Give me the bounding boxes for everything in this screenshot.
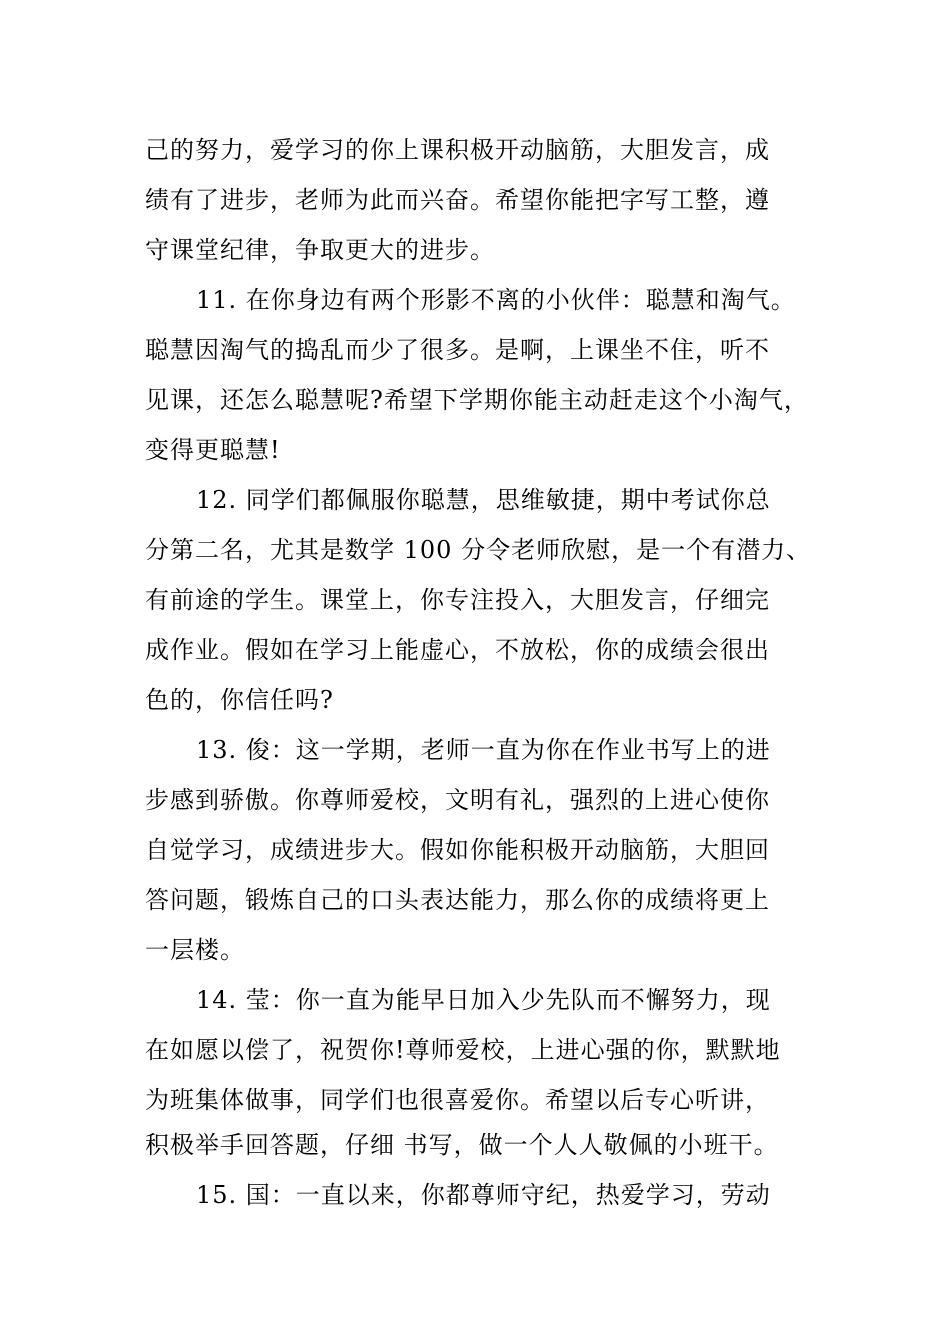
text-line: 绩有了进步，老师为此而兴奋。希望你能把字写工整，遵	[145, 186, 770, 214]
text-line: 在如愿以偿了，祝贺你!尊师爱校，上进心强的你，默默地	[145, 1036, 781, 1064]
paragraph-11-start: 11. 在你身边有两个形影不离的小伙伴：聪慧和淘气。	[196, 286, 796, 314]
text-line: 聪慧因淘气的捣乱而少了很多。是啊，上课坐不住，听不	[145, 336, 770, 364]
text-line: 分第二名，尤其是数学 100 分令老师欣慰，是一个有潜力、	[145, 536, 812, 564]
text-line: 色的，你信任吗?	[145, 686, 334, 714]
text-line: 为班集体做事，同学们也很喜爱你。希望以后专心听讲，	[145, 1086, 770, 1114]
text-line: 积极举手回答题，仔细 书写，做一个人人敬佩的小班干。	[145, 1131, 779, 1159]
text-line: 见课，还怎么聪慧呢?希望下学期你能主动赶走这个小淘气，	[145, 386, 809, 414]
paragraph-15-start: 15. 国：一直以来，你都尊师守纪，热爱学习，劳动	[196, 1181, 771, 1209]
text-line: 有前途的学生。课堂上，你专注投入，大胆发言，仔细完	[145, 586, 770, 614]
text-line: 守课堂纪律，争取更大的进步。	[145, 236, 495, 264]
paragraph-12-start: 12. 同学们都佩服你聪慧，思维敏捷，期中考试你总	[196, 486, 771, 514]
text-line: 变得更聪慧!	[145, 436, 281, 464]
text-line: 成作业。假如在学习上能虚心，不放松，你的成绩会很出	[145, 636, 770, 664]
text-line: 自觉学习，成绩进步大。假如你能积极开动脑筋，大胆回	[145, 836, 770, 864]
text-line: 己的努力，爱学习的你上课积极开动脑筋，大胆发言，成	[145, 136, 770, 164]
paragraph-14-start: 14. 莹：你一直为能早日加入少先队而不懈努力，现	[196, 986, 771, 1014]
text-line: 步感到骄傲。你尊师爱校，文明有礼，强烈的上进心使你	[145, 786, 770, 814]
text-line: 一层楼。	[145, 936, 245, 964]
paragraph-13-start: 13. 俊：这一学期，老师一直为你在作业书写上的进	[196, 736, 771, 764]
text-line: 答问题，锻炼自己的口头表达能力，那么你的成绩将更上	[145, 886, 770, 914]
